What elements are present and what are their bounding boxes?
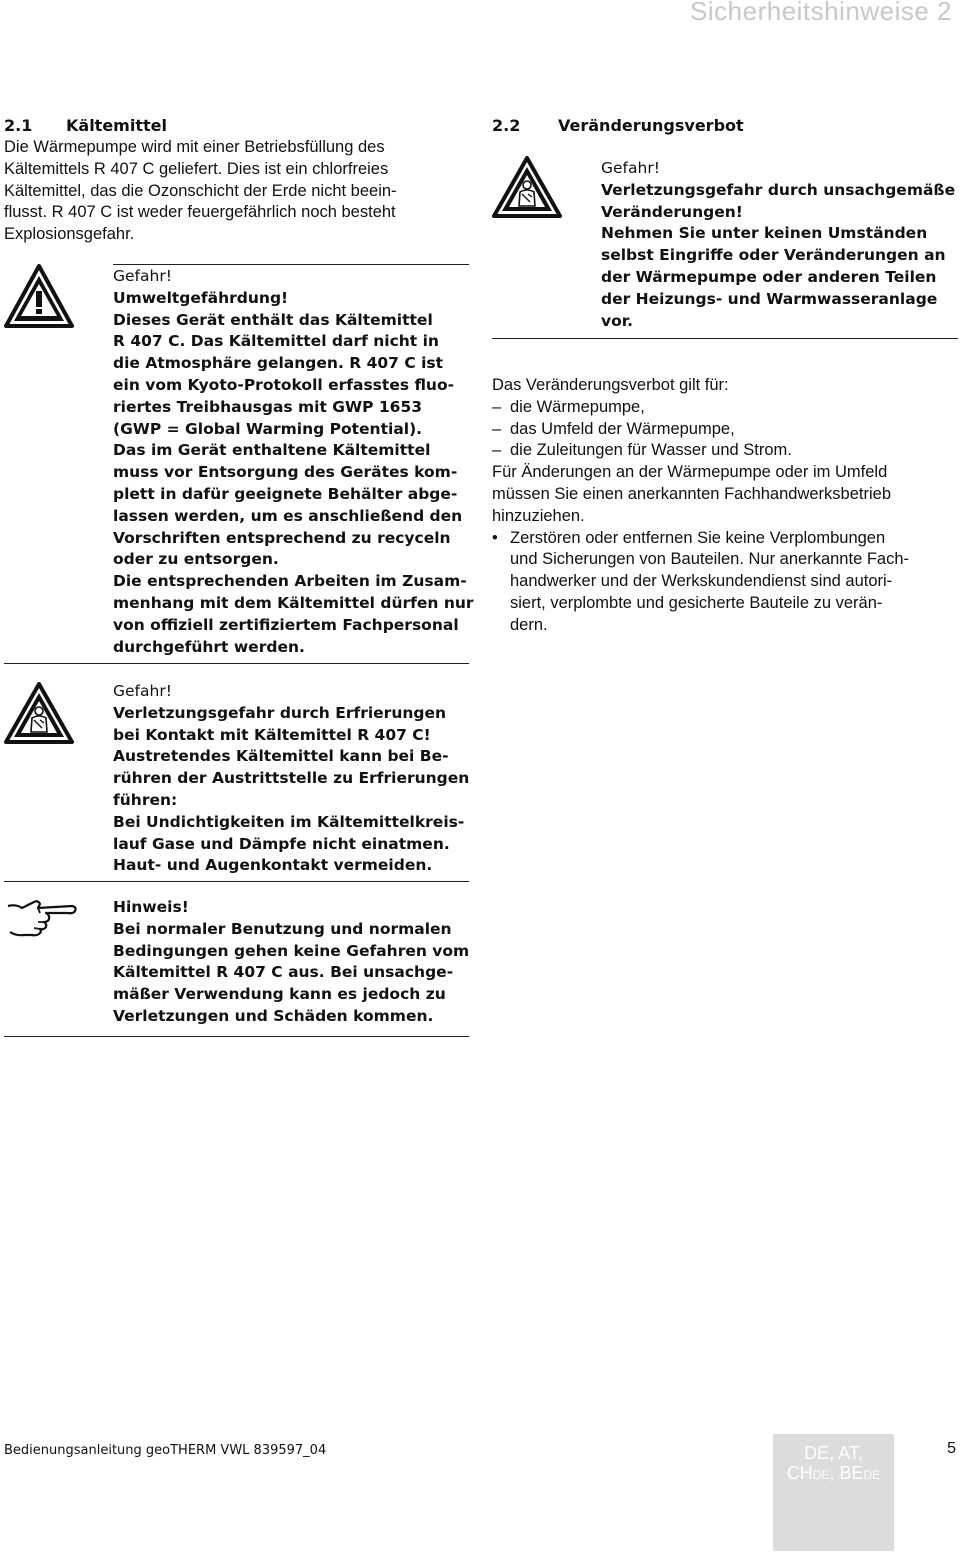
list-item: dern. bbox=[510, 615, 548, 634]
warning-lead: Gefahr! bbox=[113, 267, 172, 285]
text-line: Die entsprechenden Arbeiten im Zusam- bbox=[113, 572, 467, 591]
footer-country-badge bbox=[773, 1434, 894, 1551]
text-line: der Heizungs- und Warmwasseranlage bbox=[601, 289, 938, 308]
text-line: bei Kontakt mit Kältemittel R 407 C! bbox=[113, 725, 431, 744]
text-line: vor. bbox=[601, 311, 634, 330]
text-line: Verletzungsgefahr durch Erfrierungen bbox=[113, 703, 447, 722]
text-line: Für Änderungen an der Wärmepumpe oder im Umfeld bbox=[492, 463, 888, 482]
text-line: selbst Eingriffe oder Veränderungen an bbox=[601, 246, 946, 265]
text-line: (GWP = Global Warming Potential). bbox=[113, 419, 423, 438]
text-line: lassen werden, um es anschließend den bbox=[113, 506, 463, 525]
divider bbox=[4, 663, 469, 664]
text-line: menhang mit dem Kältemittel dürfen nur bbox=[113, 593, 474, 612]
text-line: Verletzungen und Schäden kommen. bbox=[113, 1006, 434, 1025]
divider bbox=[4, 881, 469, 882]
text-line: muss vor Entsorgung des Gerätes kom- bbox=[113, 463, 458, 482]
text-line: Kältemittel, das die Ozonschicht der Erde nicht beein- bbox=[4, 181, 397, 200]
list-item: – das Umfeld der Wärmepumpe, bbox=[492, 419, 909, 441]
note-lead: Hinweis! bbox=[113, 898, 189, 916]
dash-marker: – bbox=[492, 419, 502, 438]
pointing-hand-icon bbox=[4, 896, 78, 940]
warning-frostbite bbox=[113, 681, 469, 877]
divider bbox=[492, 338, 958, 339]
text-line: riertes Treibhausgas mit GWP 1653 bbox=[113, 397, 423, 416]
running-header: Sicherheitshinweise 2 bbox=[690, 0, 952, 26]
country-line: DE, AT, bbox=[804, 1443, 863, 1463]
bullet-marker: • bbox=[492, 528, 498, 547]
footer-document-title: Bedienungsanleitung geoTHERM VWL 839597_04 bbox=[4, 1443, 327, 1458]
text-line: lauf Gase und Dämpfe nicht einatmen. bbox=[113, 834, 450, 853]
section-number: 2.1 bbox=[4, 116, 33, 135]
list-item: siert, verplombte und gesicherte Bauteile zu verän- bbox=[510, 593, 883, 612]
warning-lead: Gefahr! bbox=[113, 682, 172, 700]
section-number: 2.2 bbox=[492, 116, 521, 135]
text-line: Das Veränderungsverbot gilt für: bbox=[492, 376, 729, 394]
list-item: handwerker und der Werkskundendienst sind autori- bbox=[510, 572, 893, 591]
list-item: – die Zuleitungen für Wasser und Strom. bbox=[492, 440, 909, 462]
text-line: Bei Undichtigkeiten im Kältemittelkreis- bbox=[113, 812, 465, 831]
section-title: Kältemittel bbox=[66, 116, 167, 135]
text-line: R 407 C. Das Kältemittel darf nicht in bbox=[113, 332, 439, 351]
warning-lead: Gefahr! bbox=[601, 159, 660, 177]
dash-marker: – bbox=[492, 441, 502, 460]
section-2-1-heading bbox=[4, 116, 167, 135]
text-line: müssen Sie einen anerkannten Fachhandwerksbetrieb bbox=[492, 484, 891, 503]
injured-person-warning-icon bbox=[492, 156, 562, 218]
text-line: Kältemittels R 407 C geliefert. Dies ist ein chlorfreies bbox=[4, 159, 389, 178]
list-item: • Zerstören oder entfernen Sie keine Verplombungen bbox=[492, 528, 909, 550]
section-title: Veränderungsverbot bbox=[558, 116, 744, 135]
text-line: von offiziell zertifiziertem Fachpersonal bbox=[113, 615, 459, 634]
text-line: Austretendes Kältemittel kann bei Be- bbox=[113, 747, 449, 766]
dash-marker: – bbox=[492, 397, 502, 416]
text-line: Veränderungen! bbox=[601, 202, 743, 221]
text-line: Verletzungsgefahr durch unsachgemäße bbox=[601, 180, 956, 199]
country-line: CHDE, BEDE bbox=[786, 1463, 881, 1483]
text-line: hinzuziehen. bbox=[492, 506, 585, 525]
injured-person-warning-icon bbox=[4, 682, 74, 744]
section-2-2-body bbox=[492, 375, 909, 637]
page-number: 5 bbox=[947, 1440, 956, 1457]
divider bbox=[4, 1036, 469, 1037]
list-item: und Sicherungen von Bauteilen. Nur anerkannte Fach- bbox=[510, 550, 910, 569]
text-line: Das im Gerät enthaltene Kältemittel bbox=[113, 441, 431, 460]
note-safe-use bbox=[113, 897, 469, 1028]
text-line: die Atmosphäre gelangen. R 407 C ist bbox=[113, 354, 444, 373]
text-line: führen: bbox=[113, 790, 178, 809]
text-line: Haut- und Augenkontakt vermeiden. bbox=[113, 856, 433, 875]
text-line: ein vom Kyoto-Protokoll erfasstes fluo- bbox=[113, 375, 455, 394]
list-item: – die Wärmepumpe, bbox=[492, 397, 909, 419]
text-line: Explosionsgefahr. bbox=[4, 225, 135, 244]
text-line: Die Wärmepumpe wird mit einer Betriebsfüllung des bbox=[4, 138, 385, 156]
text-line: Bedingungen gehen keine Gefahren vom bbox=[113, 941, 470, 960]
section-2-1-intro bbox=[4, 137, 397, 246]
exclamation-warning-icon bbox=[4, 264, 74, 328]
divider bbox=[113, 264, 469, 265]
warning-modification bbox=[601, 158, 955, 332]
text-line: Vorschriften entsprechend zu recyceln bbox=[113, 528, 451, 547]
text-line: mäßer Verwendung kann es jedoch zu bbox=[113, 985, 446, 1004]
warning-environment bbox=[113, 266, 474, 658]
text-line: Dieses Gerät enthält das Kältemittel bbox=[113, 310, 433, 329]
text-line: durchgeführt werden. bbox=[113, 637, 305, 656]
text-line: Bei normaler Benutzung und normalen bbox=[113, 919, 452, 938]
text-line: plett in dafür geeignete Behälter abge- bbox=[113, 484, 458, 503]
text-line: Umweltgefährdung! bbox=[113, 288, 289, 307]
text-line: der Wärmepumpe oder anderen Teilen bbox=[601, 267, 937, 286]
text-line: oder zu entsorgen. bbox=[113, 550, 279, 569]
text-line: Nehmen Sie unter keinen Umständen bbox=[601, 224, 928, 243]
text-line: rühren der Austrittstelle zu Erfrierungen bbox=[113, 769, 470, 788]
text-line: flusst. R 407 C ist weder feuergefährlich noch besteht bbox=[4, 203, 396, 222]
section-2-2-heading bbox=[492, 116, 744, 135]
text-line: Kältemittel R 407 C aus. Bei unsachge- bbox=[113, 963, 454, 982]
